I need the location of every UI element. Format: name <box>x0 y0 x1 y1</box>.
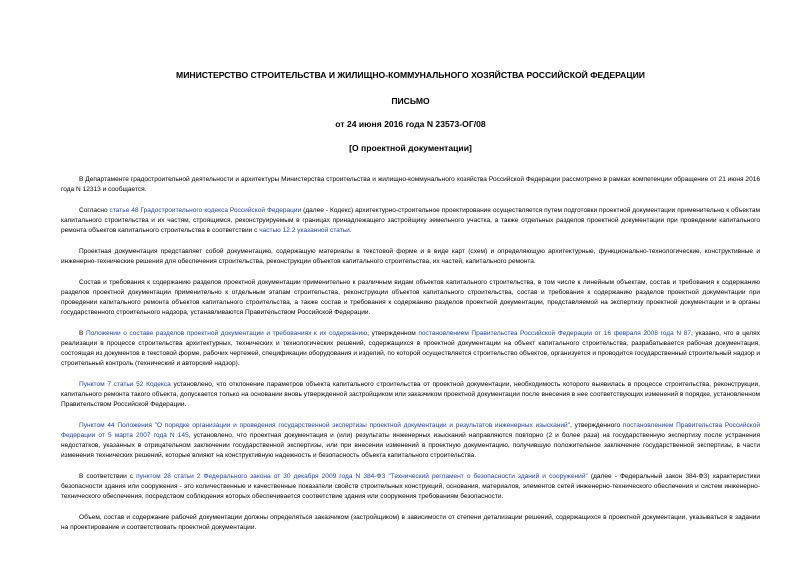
text-segment: Объем, состав и содержание рабочей документации должны определяться заказчиком (застройщиком) в зависимости от степени детализации решений, содержащихся в проектной документации, указываться в задании на проектирование и соответствовать проектной документации. <box>61 514 760 531</box>
text-segment: Состав и требования к содержанию разделов проектной документации применительно к различным видам объектов капитального строительства, в том числе к линейным объектам, состав и требования к содержанию разделов проектной документации применительно к отдельным этапам строительства, реконструкции объектов капитального строительства, состав и требования к содержанию разделов проектной документации при проведении капитального ремонта объектов капитального строительства, а также состав и требования к содержанию разделов проектной документации, представляемой на экспертизу проектной документации и в органы государственного строительного надзора, устанавливаются Правительством Российской Федерации. <box>61 279 760 316</box>
paragraph-8 <box>61 472 760 502</box>
text-segment: В <box>79 330 86 337</box>
text-segment: , утвержденном <box>367 330 419 337</box>
text-segment: Согласно <box>79 207 110 214</box>
text-segment: В Департаменте градостроительной деятельности и архитектуры Министерства строительства и жилищно-коммунального хозяйства Российской Федерации рассмотрено в рамках компетенции обращение от 21 июня 2016 года N 12313 и сообщается. <box>61 176 760 193</box>
link-punkt-7-st52[interactable]: Пунктом 7 статьи 52 Кодекса <box>79 381 171 388</box>
link-384-fz[interactable]: пунктом 28 статьи 2 Федерального закона от 30 декабря 2009 года N 384-ФЗ "Технический регламент о безопасности зданий и сооружений" <box>136 473 588 480</box>
text-segment: В соответствии с <box>79 473 137 480</box>
text-segment: (далее - Кодекс) архитектурно-строительное проектирование осуществляется путем подготовки проектной документации применительно к объектам капитального строительства и их частям, строящимся, реконструируемым в границах принадлежащего застройщику земельного участка, а также отдельных разделов проектной документации при проведении капитального ремонта объектов капитального строительства в соответствии с <box>61 207 760 234</box>
paragraph-1 <box>61 175 760 195</box>
document-subject: [О проектной документации] <box>349 143 472 153</box>
paragraph-6 <box>61 380 760 410</box>
paragraph-4 <box>61 278 760 318</box>
paragraph-9 <box>61 513 760 533</box>
link-polozhenie-o-sostave-razdelov[interactable]: Положении о составе разделов проектной документации и требованиях к их содержанию <box>85 330 368 337</box>
text-segment: , установлено, что проектная документация и (или) результаты инженерных изысканий направляются повторно (2 и более раза) на государственную экспертизу после устранения недостатков, указанных в отрицательном заключении государственной экспертизы, или при внесении изменений в проектную документацию, получившую положительное заключение государственной экспертизы, в части изменения технических решений, которые влияют на конструктивную надежность и безопасность объекта капитального строительства. <box>61 432 761 459</box>
paragraph-2 <box>61 206 760 236</box>
link-postanovlenie-145[interactable]: постановлением Правительства Российской Федерации от 5 марта 2007 года N 145 <box>61 422 761 439</box>
link-chast-12-2[interactable]: частью 12.2 указанной статьи <box>259 227 350 234</box>
document-body <box>61 175 760 533</box>
paragraph-3 <box>61 247 760 267</box>
paragraph-5 <box>61 329 760 369</box>
text-segment: (далее - Федеральный закон 384-ФЗ) характеристики безопасности здания или сооружения - это количественные и качественные показатели свойств строительных конструкций, основания, материалов, элементов сетей инженерно-технического обеспечения и систем инженерно-технического обеспечения, посредством соблюдения которых обеспечивается соответствие здания или сооружения требованиям безопасности. <box>61 473 760 500</box>
link-gradostroitelny-kodeks-st48[interactable]: статье 48 Градостроительного кодекса Российской Федерации <box>109 207 302 214</box>
text-segment: , указано, что в целях реализации в процессе строительства архитектурных, технических и технологических решений, содержащихся в проектной документации на объект капитального строительства, разрабатывается рабочая документация, состоящая из документов в текстовой форме, рабочих чертежей, спецификации оборудования и изделий, по которой осуществляется строительство объектов, организуется и проводится государственный строительный надзор и строительный контроль (технический и авторский надзор). <box>61 330 761 367</box>
text-segment: . <box>349 227 352 234</box>
document-date: от 24 июня 2016 года N 23573-ОГ/08 <box>335 119 486 129</box>
link-punkt-44-polozheniya[interactable]: Пунктом 44 Положения "О порядке организации и проведения государственной экспертизы проектной документации и результатов инженерных изысканий" <box>79 422 571 429</box>
paragraph-7 <box>61 421 760 461</box>
document-type: ПИСЬМО <box>391 96 430 106</box>
text-segment: Проектная документация представляет собой документацию, содержащую материалы в текстовой форме и в виде карт (схем) и определяющую архитектурные, функционально-технологические, конструктивные и инженерно-технические решения для обеспечения строительства, реконструкции объектов капитального строительства, их частей, капитального ремонта. <box>61 248 760 265</box>
text-segment: , утвержденного <box>570 422 623 429</box>
ministry-title: МИНИСТЕРСТВО СТРОИТЕЛЬСТВА И ЖИЛИЩНО-КОММУНАЛЬНОГО ХОЗЯЙСТВА РОССИЙСКОЙ ФЕДЕРАЦИИ <box>176 70 645 80</box>
text-segment: установлено, что отклонение параметров объекта капитального строительства от проектной документации, необходимость которого выявилась в процессе строительства, реконструкции, капитального ремонта такого объекта, допускается только на основании вновь утвержденной застройщиком или заказчиком проектной документации после внесения в нее соответствующих изменений в порядке, установленном Правительством Российской Федерации. <box>61 381 760 408</box>
link-postanovlenie-87[interactable]: постановлением Правительства Российской Федерации от 16 февраля 2008 года N 87 <box>418 330 691 337</box>
